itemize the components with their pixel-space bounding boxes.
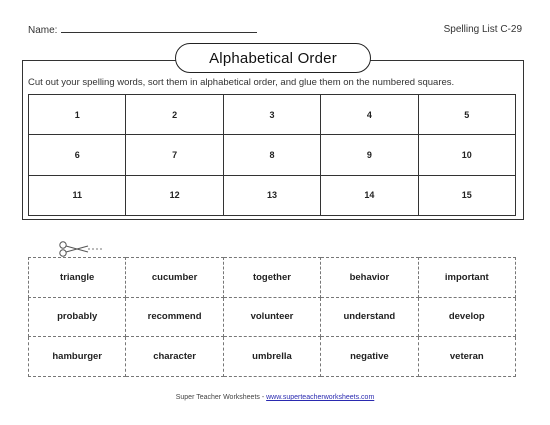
instructions-text: Cut out your spelling words, sort them in alphabetical order, and glue them on the numbered squares. xyxy=(28,77,455,88)
word-card: probably xyxy=(29,297,126,337)
word-card: veteran xyxy=(418,337,515,377)
name-field xyxy=(28,24,257,36)
numbered-square: 2 xyxy=(126,95,223,135)
table-row xyxy=(29,95,516,135)
table-row xyxy=(29,175,516,215)
footer-link[interactable]: www.superteacherworksheets.com xyxy=(266,394,375,401)
numbered-square: 11 xyxy=(29,175,126,215)
spelling-list-id: Spelling List C-29 xyxy=(443,24,522,35)
numbered-square: 7 xyxy=(126,135,223,175)
numbered-square: 13 xyxy=(223,175,320,215)
numbered-square: 8 xyxy=(223,135,320,175)
numbered-square: 12 xyxy=(126,175,223,215)
footer-text: Super Teacher Worksheets - xyxy=(175,394,267,401)
numbered-square: 1 xyxy=(29,95,126,135)
table-row xyxy=(29,258,516,298)
table-row xyxy=(29,135,516,175)
table-row xyxy=(29,337,516,377)
numbered-square: 4 xyxy=(321,95,418,135)
numbered-square: 3 xyxy=(223,95,320,135)
numbered-square: 9 xyxy=(321,135,418,175)
word-card: volunteer xyxy=(223,297,320,337)
name-blank-line xyxy=(61,24,257,33)
word-card: negative xyxy=(321,337,418,377)
word-card: understand xyxy=(321,297,418,337)
word-card: recommend xyxy=(126,297,223,337)
name-label: Name: xyxy=(28,25,58,36)
word-card: character xyxy=(126,337,223,377)
numbered-square: 6 xyxy=(29,135,126,175)
numbered-square: 10 xyxy=(418,135,515,175)
word-card: hamburger xyxy=(29,337,126,377)
word-card: triangle xyxy=(29,258,126,298)
spelling-words-grid xyxy=(28,257,516,377)
numbered-square: 15 xyxy=(418,175,515,215)
word-card: develop xyxy=(418,297,515,337)
word-card: together xyxy=(223,258,320,298)
page-title: Alphabetical Order xyxy=(175,43,371,73)
numbered-square: 5 xyxy=(418,95,515,135)
footer xyxy=(0,394,550,401)
numbered-square: 14 xyxy=(321,175,418,215)
word-card: behavior xyxy=(321,258,418,298)
word-card: important xyxy=(418,258,515,298)
word-card: umbrella xyxy=(223,337,320,377)
scissors-icon xyxy=(58,240,104,258)
table-row xyxy=(29,297,516,337)
numbered-squares-grid xyxy=(28,94,516,216)
word-card: cucumber xyxy=(126,258,223,298)
